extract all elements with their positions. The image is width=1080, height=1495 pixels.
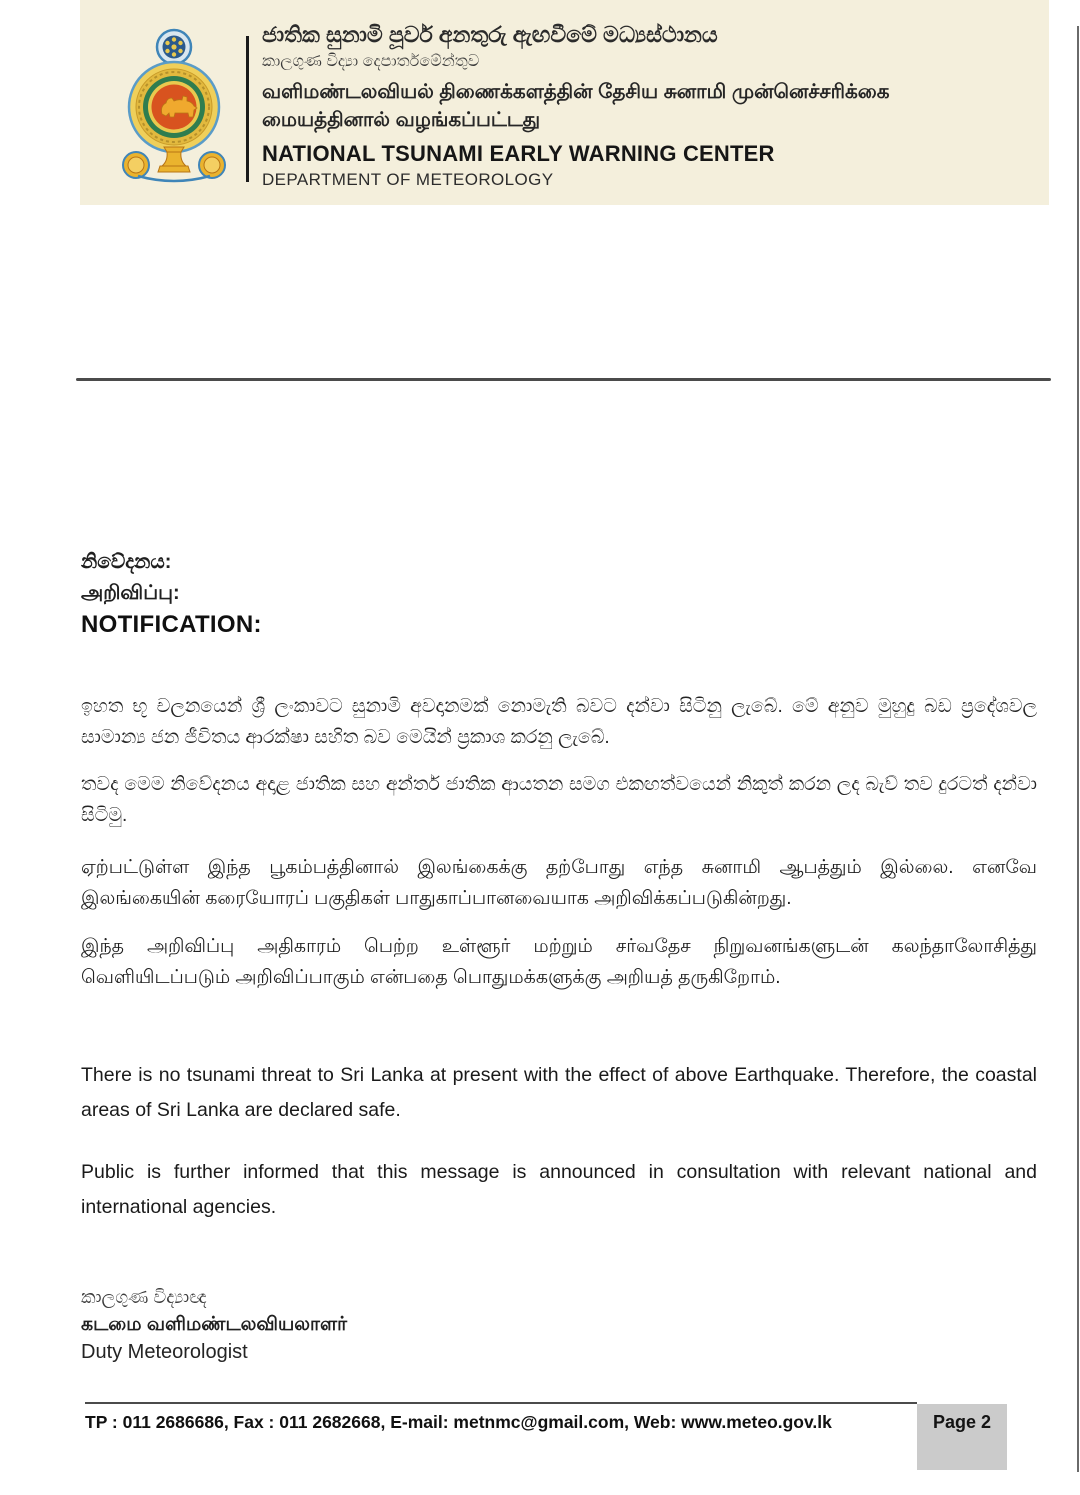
body-paragraph-sinhala-2: තවද මෙම නිවේදනය අදාළ ජාතික සහ අන්තර් ජාතික ආයතන සමග එකඟත්වයෙන් නිකුත් කරන ලද බැව් තව දුරටත් දන්වා සිටිමු. xyxy=(81,774,1037,826)
page-number-badge xyxy=(917,1404,1007,1470)
body-paragraph-english-2: Public is further informed that this message is announced in consultation with relevant national and international agencies. xyxy=(81,1160,1037,1218)
dept-name-sinhala: කාලගුණ විද්‍යා දෙපාර්තමේන්තුව xyxy=(262,53,480,70)
org-title-tamil-line2: மையத்தினால் வழங்கப்பட்டது xyxy=(262,109,541,131)
letterhead-divider xyxy=(246,36,249,182)
body-paragraph-tamil-1: ஏற்பட்டுள்ள இந்த பூகம்பத்தினால் இலங்கைக்கு தற்போது எந்த சுனாமி ஆபத்தும் இல்லை. எனவே இலங்கையின் கரையோரப் பகுதிகள் பாதுகாப்பானவையாக அறிவிக்கப்படுகின்றது. xyxy=(81,857,1037,909)
letterhead xyxy=(80,0,1049,205)
signature-block xyxy=(81,1284,347,1366)
letterhead-text xyxy=(262,20,1042,192)
notification-heading-sinhala: නිවේදනය: xyxy=(81,551,172,573)
body-paragraph-english-1: There is no tsunami threat to Sri Lanka at present with the effect of above Earthquake. Therefore, the coastal areas of Sri Lanka are declared safe. xyxy=(81,1063,1037,1121)
notification-heading-tamil: அறிவிப்பு: xyxy=(81,582,180,604)
footer-contact-info: TP : 011 2686686, Fax : 011 2682668, E-mail: metnmc@gmail.com, Web: www.meteo.gov.lk xyxy=(85,1412,832,1432)
footer-rule xyxy=(85,1402,917,1404)
separator-rule xyxy=(76,378,1051,381)
page-number-label: Page 2 xyxy=(932,1412,992,1432)
signature-title-english: Duty Meteorologist xyxy=(81,1341,248,1363)
notification-heading xyxy=(81,547,262,642)
dept-name-english: DEPARTMENT OF METEOROLOGY xyxy=(262,170,554,189)
org-title-tamil-line1: வளிமண்டலவியல் திணைக்களத்தின் தேசிய சுனாமி முன்னெச்சரிக்கை xyxy=(262,81,890,103)
scan-edge-artifact xyxy=(1077,26,1079,1472)
body-paragraph-tamil-2: இந்த அறிவிப்பு அதிகாரம் பெற்ற உள்ளூர் மற்றும் சர்வதேச நிறுவனங்களுடன் கலந்தாலோசித்து வெளியிடப்படும் அறிவிப்பாகும் என்பதை பொதுமக்களுக்கு அறியத் தருகிறோம். xyxy=(81,936,1037,988)
signature-title-tamil: கடமை வளிமண்டலவியலாளர் xyxy=(81,1314,348,1335)
org-title-english: NATIONAL TSUNAMI EARLY WARNING CENTER xyxy=(262,141,775,166)
body-paragraph-sinhala-1: ඉහත භූ චලනයෙන් ශ්‍රී ලංකාවට සුනාමි අවදානමක් නොමැති බවට දන්වා සිටිනු ලැබේ. මේ අනුව මුහුදු බඩ ප්‍රදේශවල සාමාන්‍ය ජන ජීවිතය ආරක්ෂා සහිත බව මෙයින් ප්‍රකාශ කරනු ලැබේ. xyxy=(81,696,1037,748)
org-title-sinhala: ජාතික සුනාමි පූර්ව අනතුරු ඇඟවීමේ මධ්‍යස්ථානය xyxy=(262,22,718,47)
sri-lanka-emblem-icon xyxy=(118,26,230,186)
notification-heading-english: NOTIFICATION: xyxy=(81,611,262,638)
signature-title-sinhala: කාලගුණ විද්‍යාඥ xyxy=(81,1287,207,1307)
